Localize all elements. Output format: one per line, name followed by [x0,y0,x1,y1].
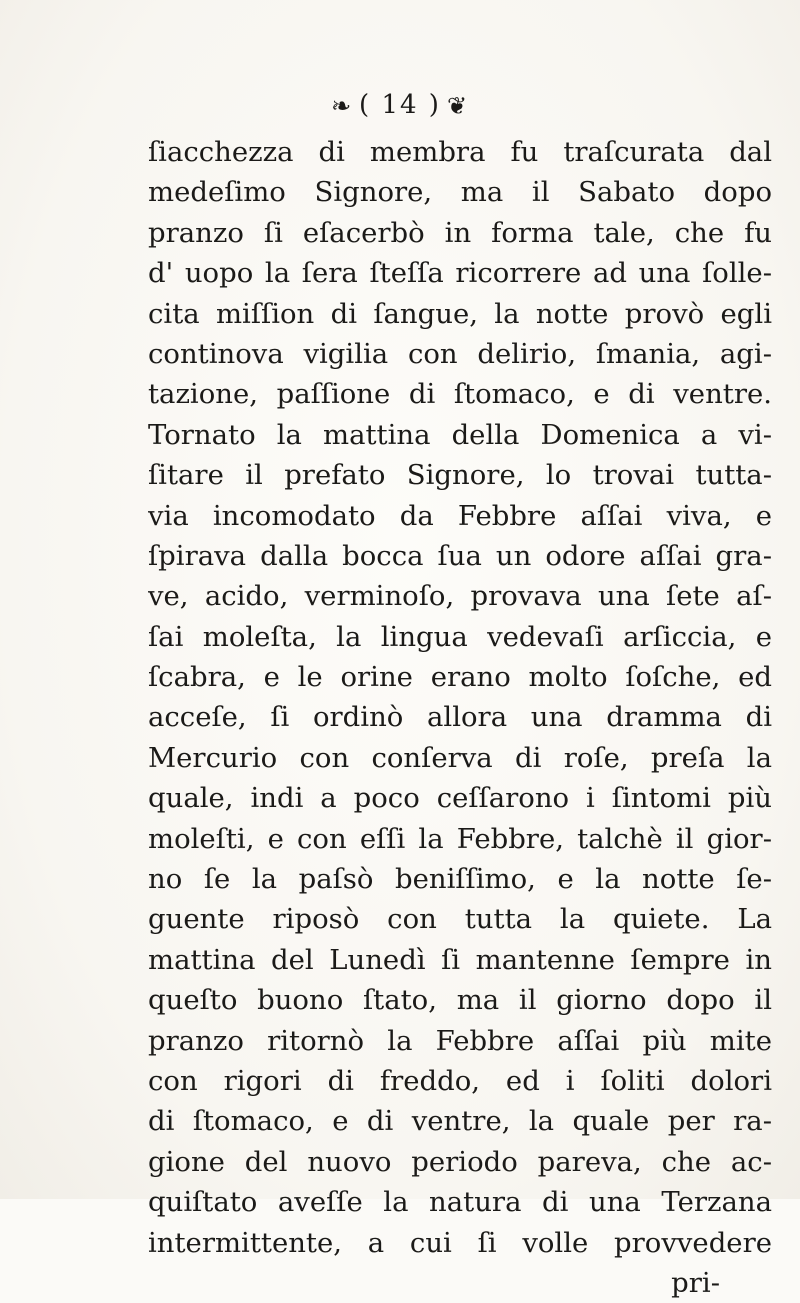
text-line: tazione, paſſione di ſtomaco, e di ventre. [148,378,772,411]
text-line: medeſimo Signore, ma il Sabato dopo [148,176,772,209]
text-line: quiſtato aveſſe la natura di una Terzana [148,1186,772,1219]
text-line: moleſti, e con eſſi la Febbre, talchè il gior- [148,822,772,855]
text-line: guente riposò con tutta la quiete. La [148,903,772,936]
text-line: quale, indi a poco ceſſarono i ſintomi più [148,782,772,815]
text-line: no ſe la paſsò beniſſimo, e la notte ſe- [148,863,772,896]
text-line: di ſtomaco, e di ventre, la quale per ra- [148,1105,772,1138]
text-line: via incomodato da Febbre aſſai viva, e [148,499,772,532]
text-line: d' uopo la ſera ſteſſa ricorrere ad una ſolle- [148,257,772,290]
text-line: pranzo ſi eſacerbò in forma tale, che fu [148,216,772,249]
text-line: con rigori di freddo, ed i ſoliti dolori [148,1064,772,1097]
text-line: acceſe, ſi ordinò allora una dramma di [148,701,772,734]
text-line: ſitare il prefato Signore, lo trovai tutta- [148,459,772,492]
text-line: gione del nuovo periodo pareva, che ac- [148,1145,772,1178]
text-line: intermittente, a cui ſi volle provvedere [148,1226,772,1259]
text-line: pranzo ritornò la Febbre aſſai più mite [148,1024,772,1057]
text-line: Mercurio con conſerva di roſe, preſa la [148,741,772,774]
body-text [148,132,772,1303]
page-number: ( 14 ) [359,90,441,120]
text-line: Tornato la mattina della Domenica a vi- [148,418,772,451]
text-line: ſai moleſta, la lingua vedevaſi arſiccia, e [148,620,772,653]
catchword: pri- [671,1266,720,1299]
ornament-right-icon: ❦ [446,92,470,120]
text-line: ſpirava dalla bocca ſua un odore aſſai gra- [148,539,772,572]
page-header [0,88,800,123]
text-line: ſiacchezza di membra fu traſcurata dal [148,136,772,168]
text-line: queſto buono ſtato, ma il giorno dopo il [148,984,772,1017]
text-line: mattina del Lunedì ſi mantenne ſempre in [148,943,772,976]
text-line: ſcabra, e le orine erano molto ſoſche, ed [148,661,772,694]
text-line: cita miſſion di ſangue, la notte provò egli [148,297,772,330]
ornament-left-icon: ❧ [330,92,354,120]
text-line: continova vigilia con delirio, ſmania, agi- [148,337,772,370]
text-line: ve, acido, verminoſo, provava una ſete aſ- [148,580,772,613]
